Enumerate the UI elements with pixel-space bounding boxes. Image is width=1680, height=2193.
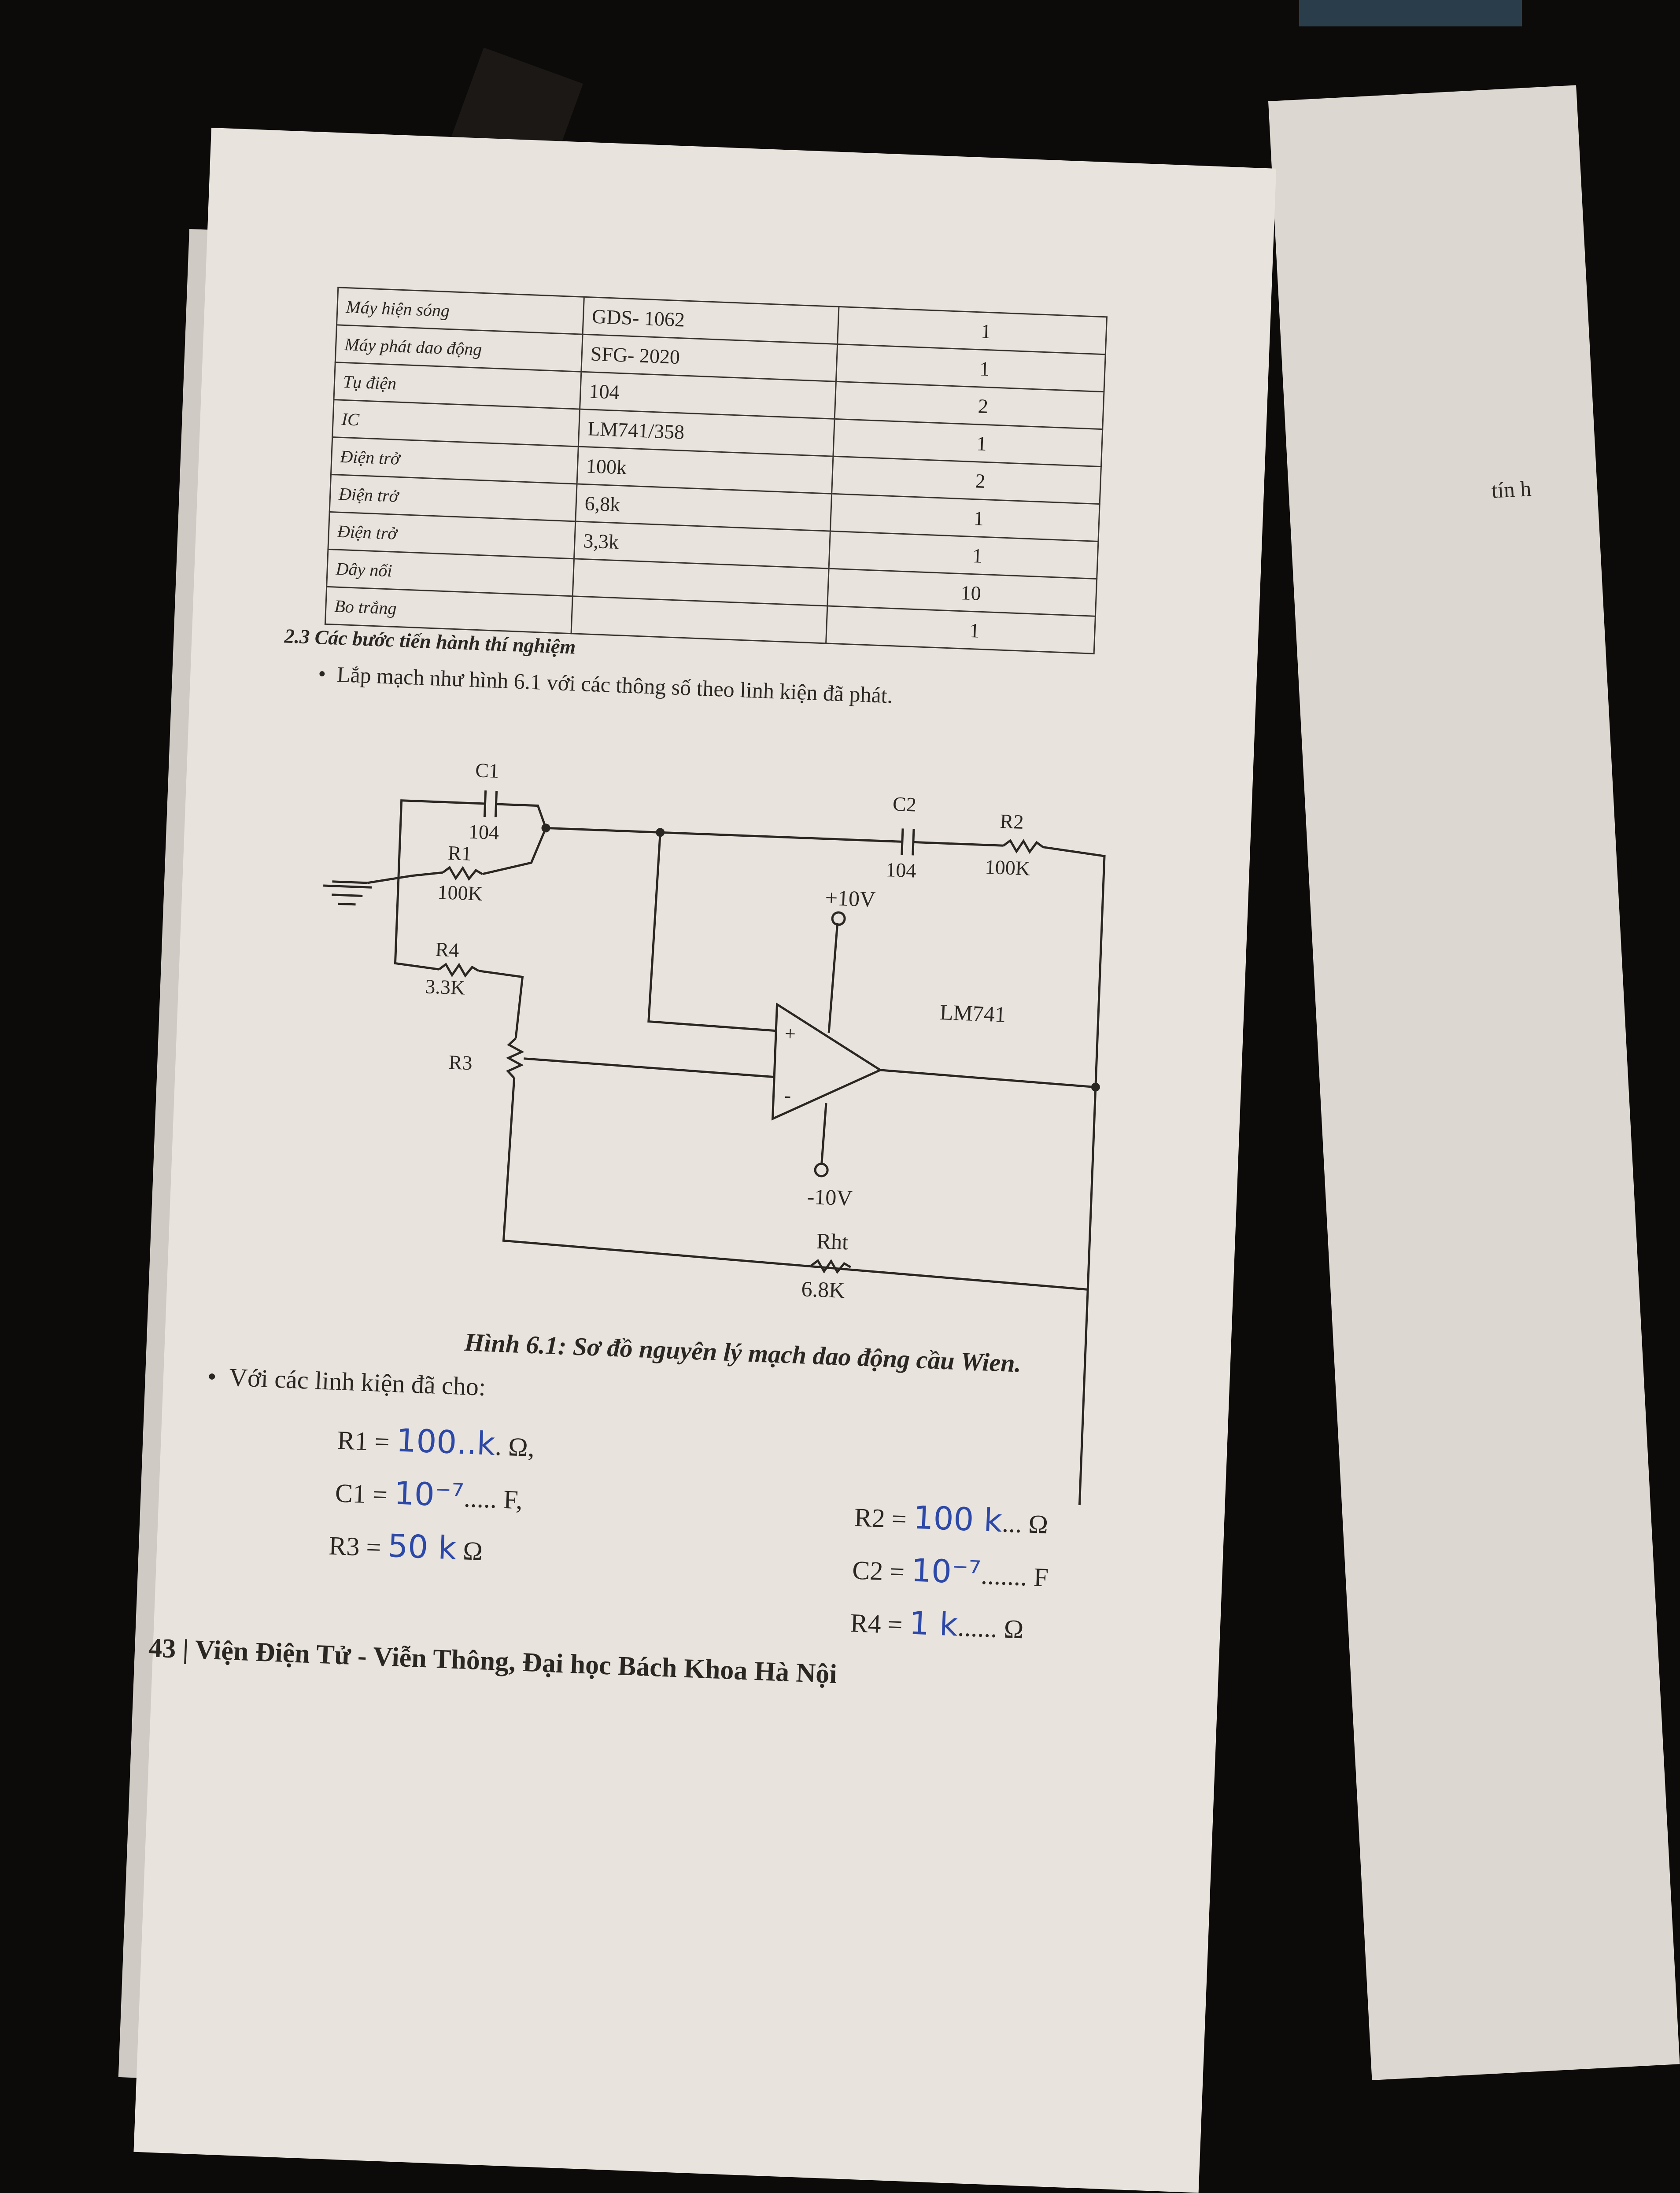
formula-r1: R1 = 100..k. Ω, bbox=[336, 1421, 535, 1462]
c2-label: C2 bbox=[892, 792, 917, 816]
table-cell-name: Bo trắng bbox=[325, 587, 572, 633]
formula-c2: C2 = 10⁻⁷....... F bbox=[852, 1551, 1049, 1592]
minus-label: - bbox=[784, 1084, 792, 1107]
rht-value: 6.8K bbox=[801, 1276, 846, 1303]
keyboard-edge bbox=[1299, 0, 1522, 26]
wien-bridge-circuit bbox=[277, 748, 1204, 1421]
right-page-text: tín h bbox=[1491, 476, 1532, 503]
step-2-text: Với các linh kiện đã cho: bbox=[229, 1362, 487, 1402]
table-cell-name: Máy hiện sóng bbox=[337, 288, 584, 334]
handwritten-r2: 100 k bbox=[912, 1499, 1003, 1540]
table-cell-qty: 10 bbox=[827, 569, 1097, 616]
rht-label: Rht bbox=[816, 1228, 849, 1255]
r1-zigzag bbox=[443, 867, 483, 879]
r1-label: R1 bbox=[447, 841, 472, 865]
r3-label: R3 bbox=[448, 1051, 473, 1074]
formula-c1: C1 = 10⁻⁷..... F, bbox=[334, 1474, 524, 1515]
figure-caption: Hình 6.1: Sơ đồ nguyên lý mạch dao động cầu Wien. bbox=[464, 1328, 1022, 1378]
r3-zigzag bbox=[508, 1038, 522, 1078]
table-cell-name: Dây nối bbox=[327, 549, 574, 596]
step-1-text: Lắp mạch như hình 6.1 với các thông số theo linh kiện đã phát. bbox=[336, 661, 894, 708]
step-1 bbox=[318, 661, 893, 708]
bullet-icon: • bbox=[207, 1362, 230, 1392]
handwritten-r4: 1 k bbox=[908, 1604, 959, 1643]
c1-value: 104 bbox=[468, 820, 500, 844]
c2-value: 104 bbox=[885, 858, 917, 882]
table-cell-name: Điện trở bbox=[329, 475, 577, 521]
vpos-label: +10V bbox=[824, 885, 876, 912]
bullet-icon: • bbox=[318, 661, 338, 687]
handwritten-r1: 100..k bbox=[395, 1421, 496, 1462]
right-page bbox=[1268, 85, 1680, 2080]
formula-r4: R4 = 1 k...... Ω bbox=[849, 1604, 1024, 1644]
section-title: 2.3 Các bước tiến hành thí nghiệm bbox=[284, 624, 576, 658]
junction-dot bbox=[1091, 1082, 1100, 1092]
vneg-terminal bbox=[815, 1163, 828, 1176]
formula-r2: R2 = 100 k... Ω bbox=[853, 1499, 1049, 1540]
table-cell-qty: 2 bbox=[834, 381, 1104, 429]
table-cell-spec: 100k bbox=[577, 447, 833, 494]
page-footer: 43 | Viện Điện Tử - Viễn Thông, Đại học Bách Khoa Hà Nội bbox=[148, 1633, 838, 1690]
r2-label: R2 bbox=[999, 809, 1024, 833]
opamp-label: LM741 bbox=[939, 999, 1007, 1027]
handwritten-r3: 50 k bbox=[387, 1527, 458, 1567]
r2-value: 100K bbox=[984, 855, 1031, 880]
r1-value: 100K bbox=[437, 881, 483, 905]
handwritten-c2: 10⁻⁷ bbox=[910, 1551, 982, 1591]
book-page bbox=[133, 128, 1276, 2193]
formula-r3: R3 = 50 k Ω bbox=[328, 1527, 484, 1567]
table-cell-name: Điện trở bbox=[328, 512, 576, 558]
junction-dot bbox=[541, 823, 550, 833]
table-cell-name: Tụ điện bbox=[334, 362, 581, 409]
vneg-label: -10V bbox=[806, 1184, 853, 1211]
junction-dot bbox=[656, 828, 665, 837]
equipment-table bbox=[325, 287, 1108, 654]
c1-label: C1 bbox=[475, 759, 500, 783]
r4-value: 3.3K bbox=[425, 975, 466, 999]
table-cell-qty: 1 bbox=[836, 344, 1105, 391]
table-cell-qty: 1 bbox=[826, 606, 1096, 653]
r4-label: R4 bbox=[435, 938, 460, 961]
table-cell-qty: 1 bbox=[833, 419, 1103, 466]
table-cell-name: IC bbox=[332, 400, 580, 447]
c2-plate-left bbox=[902, 828, 903, 855]
r2-zigzag bbox=[1003, 840, 1043, 852]
table-cell-qty: 1 bbox=[838, 307, 1107, 354]
table-cell-spec: 6,8k bbox=[576, 484, 832, 531]
table-cell-spec: LM741/358 bbox=[578, 409, 834, 456]
table-cell-name: Máy phát dao động bbox=[335, 325, 583, 372]
wire-c1-loop bbox=[399, 801, 441, 855]
table-cell-name: Điện trở bbox=[331, 437, 578, 484]
table-cell-spec: GDS- 1062 bbox=[583, 297, 839, 344]
wire-r1 bbox=[367, 870, 443, 886]
ground-icon bbox=[323, 886, 372, 887]
r4-zigzag bbox=[439, 964, 479, 976]
table-cell-spec: 3,3k bbox=[574, 521, 831, 569]
table-cell-qty: 1 bbox=[830, 494, 1100, 541]
table-cell-spec: SFG- 2020 bbox=[581, 334, 838, 381]
table-cell-qty: 1 bbox=[829, 531, 1098, 579]
plus-label: + bbox=[784, 1023, 796, 1045]
table-cell-spec: 104 bbox=[580, 372, 836, 419]
handwritten-c1: 10⁻⁷ bbox=[393, 1474, 465, 1514]
table-cell-qty: 2 bbox=[832, 456, 1101, 504]
